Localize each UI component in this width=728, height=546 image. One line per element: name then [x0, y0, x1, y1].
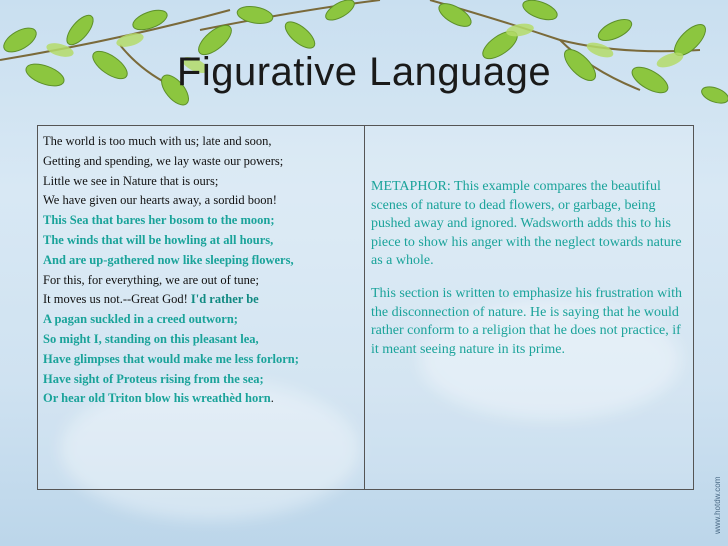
poem-line: The winds that will be howling at all hours,	[43, 232, 274, 247]
poem-line: A pagan suckled in a creed outworn;	[43, 312, 238, 327]
page-title: Figurative Language	[176, 50, 552, 94]
poem-line: Getting and spending, we lay waste our powers;	[43, 153, 284, 168]
poem-line: And are up-gathered now like sleeping flowers,	[43, 252, 294, 267]
poem-line: It moves us not.--Great God! I'd rather be	[43, 292, 259, 307]
watermark-text: www.hotdw.com	[713, 476, 722, 534]
poem-line: We have given our hearts away, a sordid boon!	[43, 193, 277, 208]
poem-line: For this, for everything, we are out of tune;	[43, 272, 259, 287]
poem-line: This Sea that bares her bosom to the moon;	[43, 213, 275, 228]
content-table	[37, 125, 694, 490]
poem-column	[43, 132, 361, 409]
section-note: This section is written to emphasize his frustration with the disconnection of nature. He is saying that he would rather conform to a religion that he does not practice, if it meant seeing nature in its prime.	[371, 285, 683, 357]
column-divider	[364, 126, 365, 489]
poem-line: Or hear old Triton blow his wreathèd horn.	[43, 391, 274, 406]
poem-line: Have glimpses that would make me less forlorn;	[43, 351, 299, 366]
poem-line: The world is too much with us; late and soon,	[43, 134, 272, 148]
poem-line: Have sight of Proteus rising from the sea;	[43, 371, 264, 386]
metaphor-note: METAPHOR: This example compares the beautiful scenes of nature to dead flowers, or garbage, being pushed away and ignored. Wadsworth adds this to his piece to show his anger with the neglect towards nature as a whole.	[371, 179, 682, 269]
watermark	[710, 404, 722, 534]
analysis-column	[371, 178, 686, 373]
poem-line: So might I, standing on this pleasant lea,	[43, 331, 259, 346]
poem-line: Little we see in Nature that is ours;	[43, 173, 219, 188]
